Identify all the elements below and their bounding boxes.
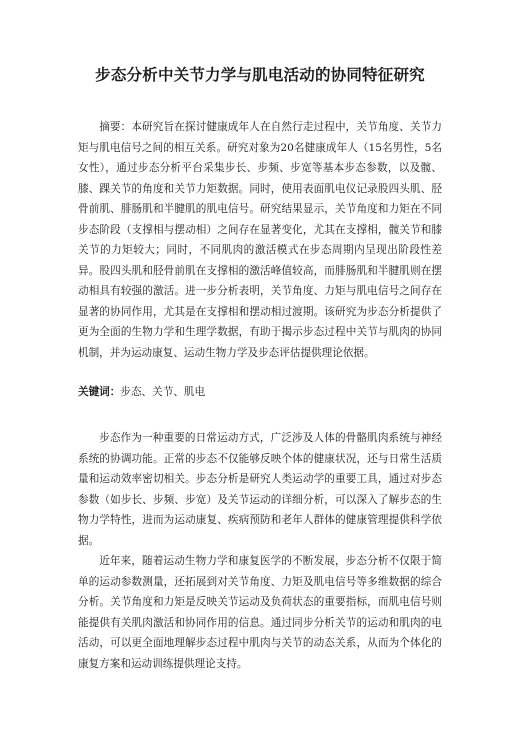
abstract-label: 摘要： — [99, 121, 132, 133]
keywords-label: 关键词： — [78, 386, 121, 398]
keywords-text: 步态、关节、肌电 — [120, 386, 206, 398]
intro-paragraph-2: 近年来，随着运动生物力学和康复医学的不断发展，步态分析不仅限于简单的运动参数测量，还拓展到对关节角度、力矩及肌电信号等多维数据的综合分析。关节角度和力矩是反映关节运动及负荷状态的重要指标，而肌电信号则能提供有关肌肉激活和协同作用的信息。通过同步分析关节的运动和肌肉的电活动，可以更全面地理解步态过程中肌肉与关节的动态关系，从而为个体化的康复方案和运动训练提供理论支持。 — [78, 555, 442, 670]
abstract-paragraph — [78, 117, 442, 363]
abstract-text: 本研究旨在探讨健康成年人在自然行走过程中，关节角度、关节力矩与肌电信号之间的相互关系。研究对象为20名健康成年人（15名男性，5名女性），通过步态分析平台采集步长、步频、步宽等基本步态参数，以及髋、膝、踝关节的角度和关节力矩数据。同时，使用表面肌电仪记录股四头肌、胫骨前肌、腓肠肌和半腱肌的肌电信号。研究结果显示，关节角度和力矩在不同步态阶段（支撑相与摆动相）之间存在显著变化，尤其在支撑相，髋关节和膝关节的力矩较大；同时，不同肌肉的激活模式在步态周期内呈现出阶段性差异。股四头肌和胫骨前肌在支撑相的激活峰值较高，而腓肠肌和半腱肌则在摆动相具有较强的激活。进一步分析表明，关节角度、力矩与肌电信号之间存在显著的协同作用，尤其是在支撑相和摆动相过渡期。该研究为步态分析提供了更为全面的生物力学和生理学数据，有助于揭示步态过程中关节与肌肉的协同机制，并为运动康复、运动生物力学及步态评估提供理论依据。 — [78, 121, 443, 359]
paper-title: 步态分析中关节力学与肌电活动的协同特征研究 — [95, 66, 425, 84]
intro-paragraph-1: 步态作为一种重要的日常运动方式，广泛涉及人体的骨骼肌肉系统与神经系统的协调功能。正常的步态不仅能够反映个体的健康状况，还与日常生活质量和运动效率密切相关。步态分析是研究人类运动学的重要工具，通过对步态参数（如步长、步频、步宽）及关节运动的详细分析，可以深入了解步态的生物力学特性，进而为运动康复、疾病预防和老年人群体的健康管理提供科学依据。 — [78, 432, 442, 547]
keywords-line — [78, 382, 442, 402]
